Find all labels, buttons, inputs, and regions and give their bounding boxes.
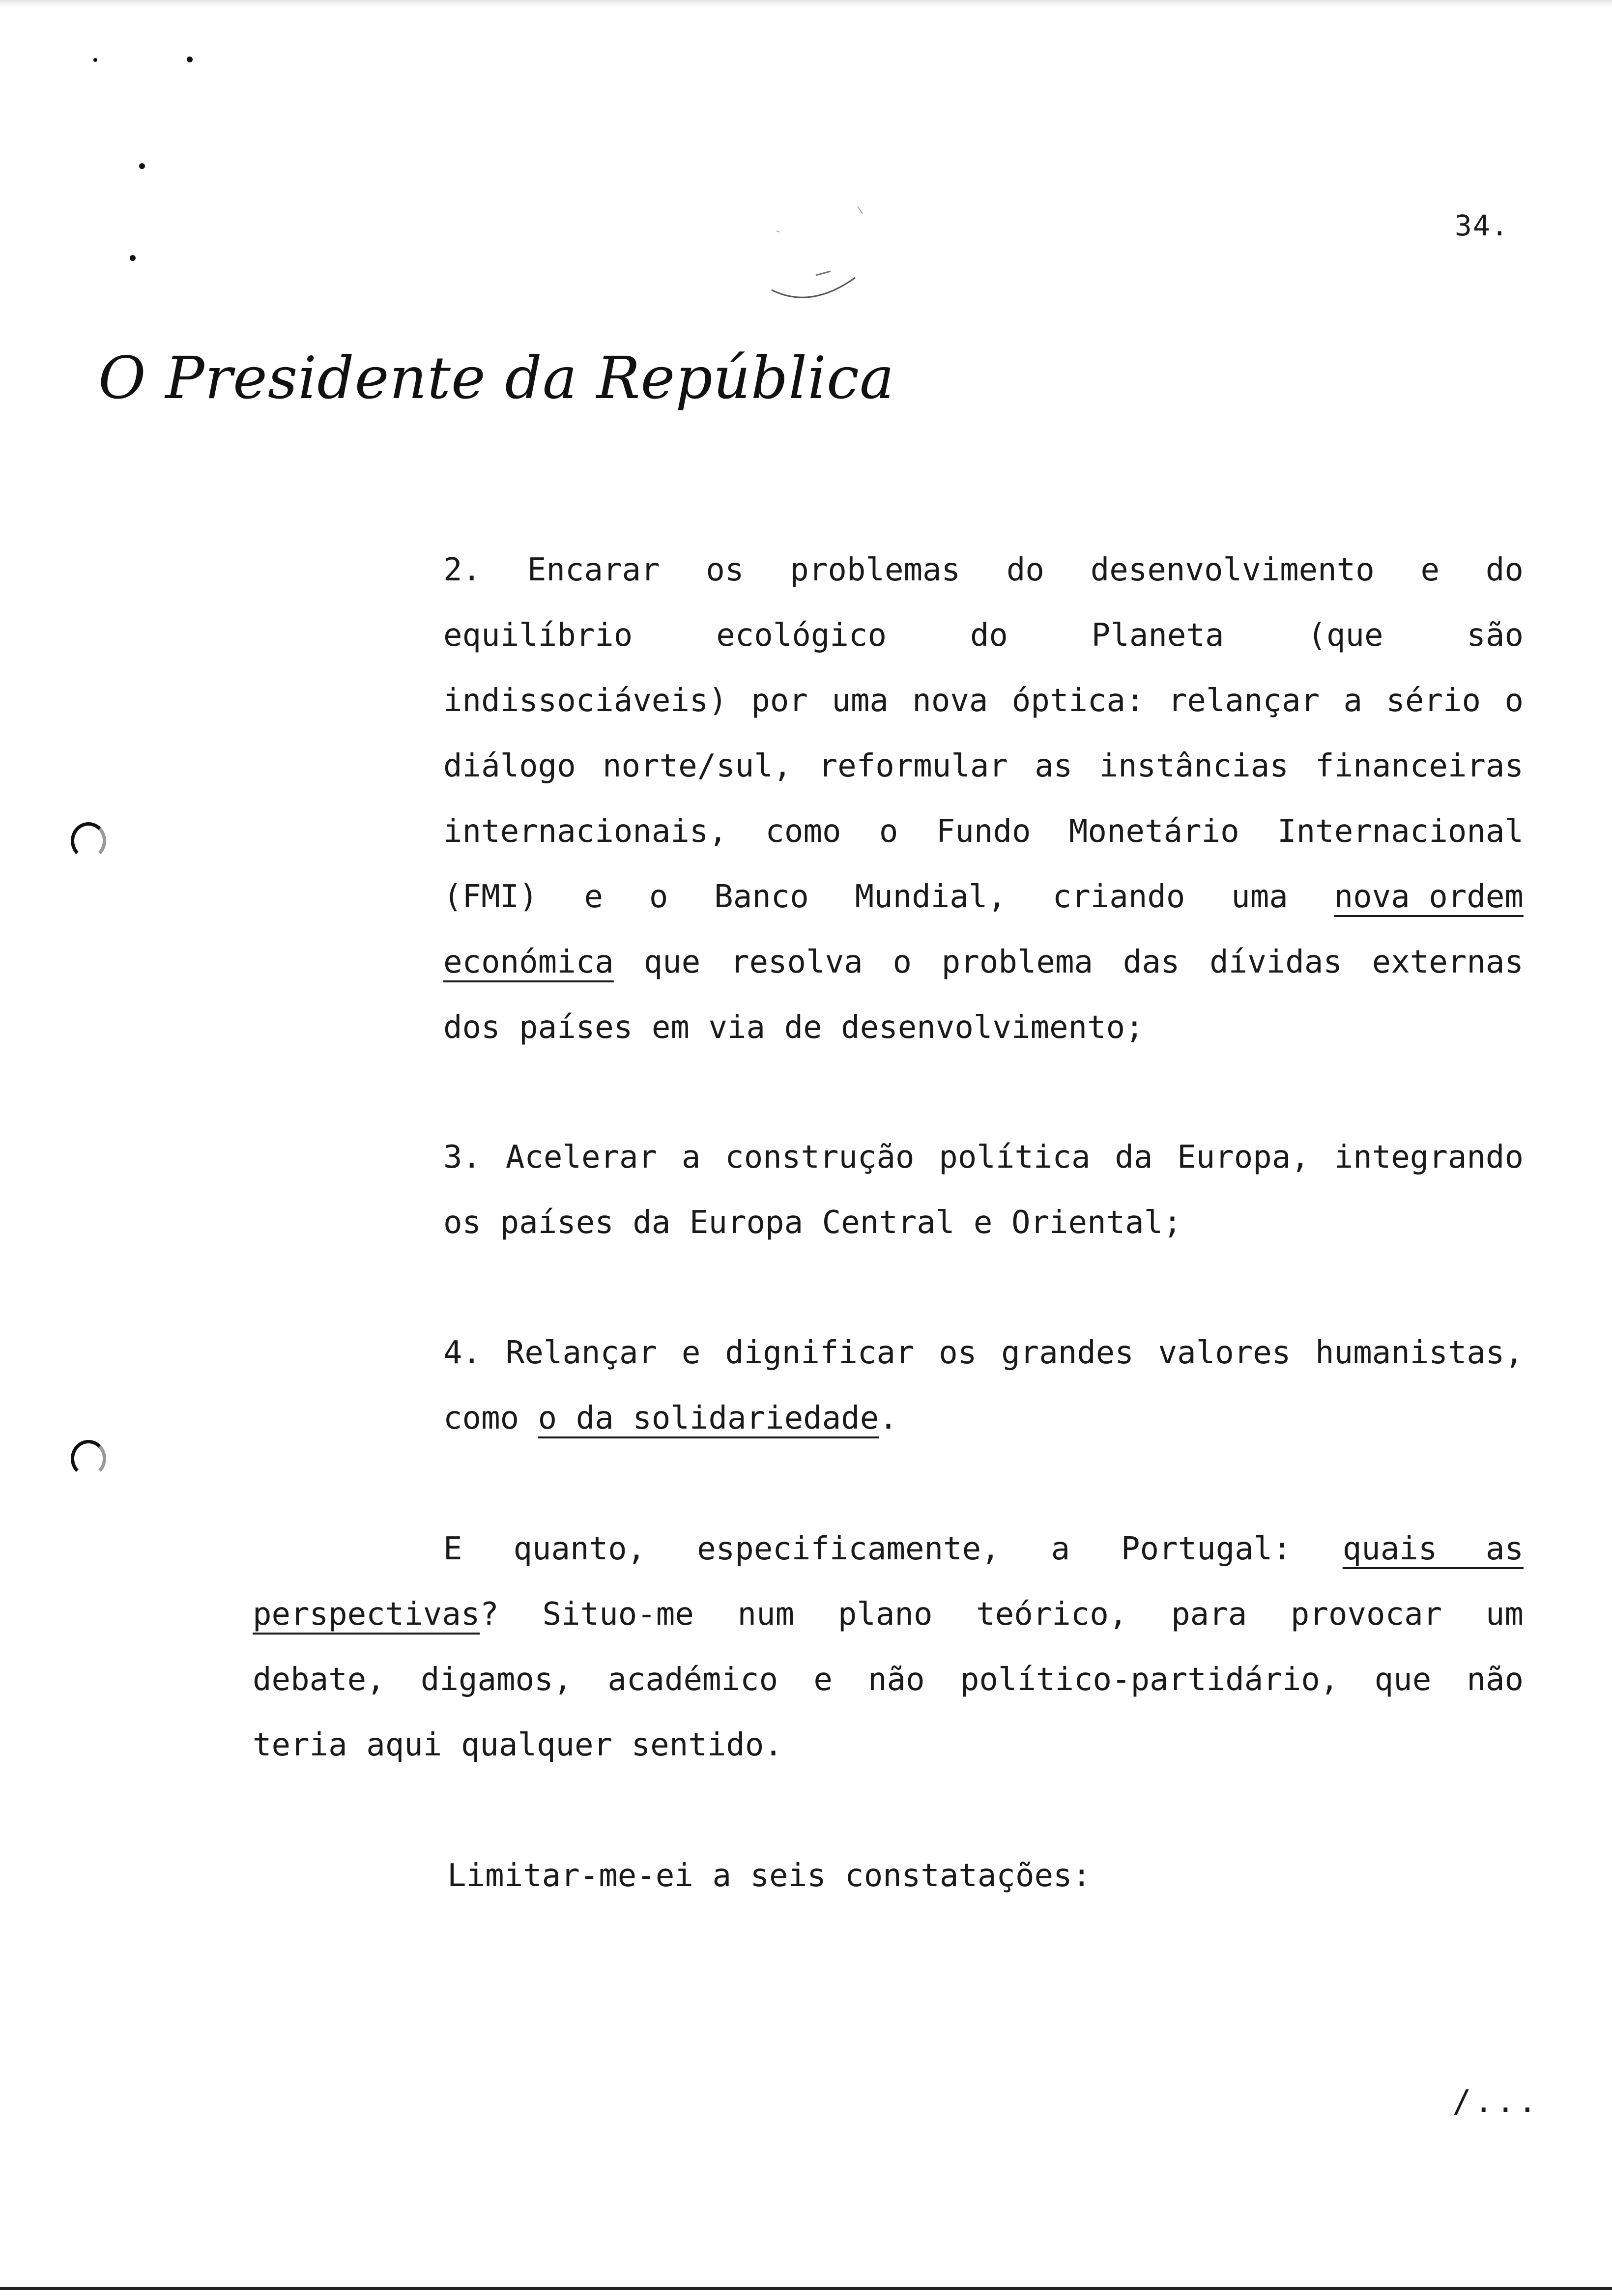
item-number: 2. (443, 552, 482, 588)
text-line: como o da solidariedade. (443, 1400, 898, 1436)
text-line: E quanto, especificamente, a Portugal: quais as (443, 1517, 1524, 1582)
text-line: (FMI) e o Banco Mundial, criando uma nova ordem (443, 864, 1524, 930)
scan-edge-bottom (0, 2287, 1612, 2290)
text-line: 4. Relançar e dignificar os grandes valores humanistas, (443, 1320, 1524, 1386)
text-line: indissociáveis) por uma nova óptica: relançar a sério o (443, 683, 1524, 719)
page-number: 34. (1455, 209, 1509, 242)
underlined-phrase: económica (443, 944, 614, 980)
continuation-mark: /... (1452, 2084, 1540, 2120)
text-line: perspectivas? Situo-me num plano teórico, para provocar um (253, 1596, 1524, 1633)
list-item-3 (443, 1125, 1524, 1256)
item-number: 3. (443, 1139, 482, 1176)
underlined-phrase: o da solidariedade (538, 1400, 879, 1436)
scan-speck (139, 163, 145, 169)
text-line: 3. Acelerar a construção política da Europa, integrando (443, 1125, 1524, 1190)
scan-edge-top (0, 0, 1612, 7)
text-line: os países da Europa Central e Oriental; (443, 1205, 1182, 1241)
scan-speck (93, 58, 97, 62)
text-line: equilíbrio ecológico do Planeta (que são (443, 617, 1524, 654)
letterhead-title: O Presidente da República (98, 344, 895, 412)
text-line: dos países em via de desenvolvimento; (443, 1009, 1144, 1046)
list-item-2 (443, 538, 1524, 1061)
underlined-phrase: quais as (1342, 1531, 1524, 1567)
text-line: diálogo norte/sul, reformular as instâncias financeiras (443, 748, 1524, 784)
closing-line: Limitar-me-ei a seis constatações: (447, 1858, 1092, 1894)
text-line: debate, digamos, académico e não político-partidário, que não (253, 1662, 1524, 1698)
underlined-phrase: nova ordem (1334, 879, 1524, 915)
punch-hole (71, 1440, 106, 1477)
scan-speck (187, 57, 193, 62)
punch-hole (71, 822, 106, 860)
item-number: 4. (443, 1335, 482, 1371)
text-line: económica que resolva o problema das dívidas externas (443, 930, 1524, 995)
faint-stamp-mark (757, 187, 865, 305)
list-item-4 (443, 1320, 1524, 1451)
body-paragraph (253, 1517, 1524, 1778)
text-line: 2. Encarar os problemas do desenvolvimento e do (443, 538, 1524, 603)
underlined-phrase: perspectivas (253, 1596, 480, 1633)
text-line: internacionais, como o Fundo Monetário Internacional (443, 813, 1524, 850)
scan-speck (130, 255, 136, 261)
text-line: teria aqui qualquer sentido. (253, 1727, 783, 1763)
